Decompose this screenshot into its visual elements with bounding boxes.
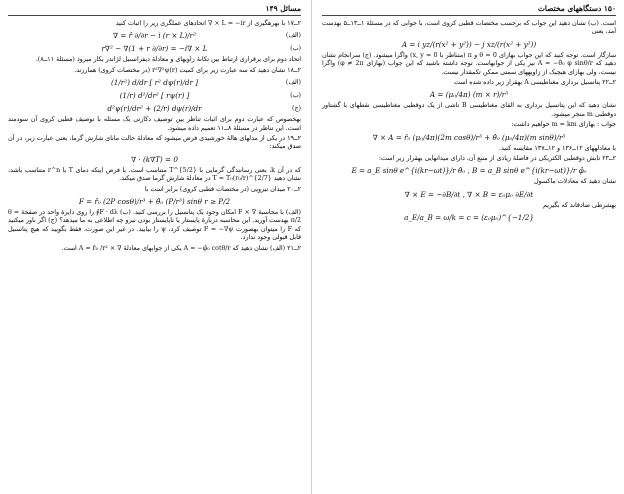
- equation-2-18b: (1/r) d²/dr² [ rψ(r) ] (ب): [119, 91, 301, 101]
- problem-2-19: ۲ــ۱۹ در یکی از مدلهای هالهٔ خورشیدی فرض میشود که معادلهٔ حالت مانای شارش گرما، یعنی عبارت زیر، در آن صدق میکند:: [8, 135, 301, 151]
- equation-radiation-fields: E = a_E sinθ e^{i(kr−ωt)}/r θ̂₀ , B = a_B sinθ e^{i(kr−ωt)}/r φ̂₀: [351, 166, 587, 176]
- equation-magnetic-potential: A = (μ₀/4π) (m × r)/r³: [429, 90, 509, 100]
- paragraph-2-20-parts: (الف) با محاسبهٔ ∇ × F امکان وجود یک پتانسیل را بررسی کنید. (ب) F · dλ∮ را روی دایرهٔ واحد در صفحهٔ θ = π/2 بهدست آورید. این محاسبه دربارهٔ پایستار یا ناپایستار بودن نیرو چه اطلاعی به ما میدهد؟ (ج) اگر باور میکنید که F را میتوان بهصورت F = −∇ψ توصیف کرد، ψ را بیابید. در غیر این صورت، فقط بگویید که هیچ پتانسیل قابل قبولی وجود ندارد.: [8, 209, 301, 242]
- paragraph-legendre-note: اتحاد دوم برای برقراری ارتباط بین تکانهٔ زاویهای و معادلهٔ دیفرانسیل لژاندر بکار میرود (مسئلهٔ ۱۱ــ۸).: [35, 56, 301, 64]
- equation-2-18c: d²ψ(r)/dr² + (2/r) dψ(r)/dr (ج): [107, 104, 301, 114]
- paragraph-continued: است. (ب) نشان دهید این جواب که برحسب مختصات قطبی کروی است، با جوابی که در مسئلهٔ ۱ــ۱۳ــ۵ بهدست آمد، یعنی: [322, 20, 617, 36]
- answer-line: جواب : بهازای m = km خواهیم داشت:: [511, 121, 616, 129]
- paragraph-divergence-note: سازگار است. توجه کنید که این جواب بهازای θ = 0 و π (متناظر با x, y = 0) واگرا میشود. (ج) سرانجام نشان دهید که A = −θ̂₀ φ sinθ/r نیز یکی از جوابهاست. توجه داشته باشید که این جواب (بهازای φ ≠ 2π) واگرا نیست، ولی بهازای هیچیک از زاویههای سمتی ممکن تکمقدار نیست.: [322, 51, 617, 76]
- paragraph-compare: با معادلههای ۱۲ــ۱۳۶ و ۱۲ــ۱۳۷ مقایسه کنید.: [498, 144, 616, 152]
- problem-2-22: ۲ــ۲۲ پتانسیل برداری مغناطیسی A بهقرار زیر داده شده است: [454, 79, 616, 87]
- equation-curl-A: ∇ × A = r̂₀ (μ₀/4π)(2m cosθ)/r³ + θ̂₀ (μ₀/4π)(m sinθ)/r³: [372, 132, 566, 142]
- problem-2-23: ۲ــ۲۳ تابش دوقطبی الکتریکی در فاصلهٔ زیادی از منبع آن، دارای میدانهایی بهقرار زیر است:: [378, 155, 616, 163]
- equation-speed-of-light: a_E/a_B = ω/k = c = (ε₀μ₀)^{−1/2}: [404, 213, 534, 223]
- problem-2-17: ۲ــ۱۷ با بهرهگیری از L = −ir × ∇ اتحادهای عملگری زیر را اثبات کنید: [115, 20, 301, 27]
- left-header-title: مسائل ۱۴۹: [265, 4, 301, 13]
- equation-2-18a: (1/r²) d/dr [ r² dψ(r)/dr ] (الف): [110, 78, 301, 88]
- paragraph-condition: بهشرطی صادقاند که بگیریم: [543, 201, 616, 209]
- equation-2-17b: r∇² − ∇(1 + r ∂/∂r) = −i∇ × L (ب): [101, 44, 301, 54]
- right-page-header: [322, 4, 616, 16]
- equation-2-17a: ∇ = r̂ ∂/∂r − i (r × L)/r² (الف): [113, 31, 301, 41]
- paragraph-dipole: نشان دهید که این پتانسیل برداری به القای مغناطیسی B ناشی از یک دوقطبی مغناطیسی نقطهای با گشتاور دوقطبی m منجر میشود.: [322, 102, 616, 118]
- equation-heat-flow: ∇ · (k∇T) = 0: [131, 154, 178, 164]
- equation-maxwell: ∇ × E = −∂B/∂t , ∇ × B = ε₀μ₀ ∂E/∂t: [404, 189, 534, 199]
- right-header-title: ۱۵۰ دستگاههای مختصات: [537, 4, 616, 13]
- problem-2-18: ۲ــ۱۸ نشان دهید که سه عبارت زیر برای کمیت r²∇²ψ(r) (در مختصات کروی) همارزند.: [74, 66, 301, 74]
- paragraph-conductivity: که در آن k، یعنی رسانندگی گرمایی با T^{5/2} متناسب است. با فرض اینکه دمای T با r^n متناسب باشد، نشان دهید T = T₀(r₀/r)^{2/7} در معادلهٔ شارش گرما صدق میکند.: [8, 166, 301, 183]
- right-page: [312, 0, 624, 494]
- problem-2-20: ۲ــ۲۰ میدان نیرویی (در مختصات قطبی کروی) برابر است با: [144, 185, 301, 193]
- left-page-header: [8, 4, 301, 16]
- equation-vector-potential-cartesian: A = i yz/(r(x² + y²)) − j xz/(r(x² + y²)): [401, 39, 537, 49]
- left-page: [0, 0, 311, 494]
- paragraph-cartesian-note: بهخصوص که عبارت دوم برای اثبات تناظر بین توصیف دکارتی یک مسئله با توصیف قطبی کروی آن سودمند است. این تناظر در مسئلهٔ ۸ــ۱۱ تعمیم داده میشود.: [8, 116, 301, 132]
- paragraph-maxwell: نشان دهید که معادلات ماکسول: [533, 178, 616, 186]
- problem-2-21: ۲ــ۲۱ (الف) نشان دهید که A = −φ̂₀ cotθ/r یکی از جوابهای معادلهٔ ∇ × A = r̂₀ /r² است.: [61, 244, 301, 252]
- equation-force-field: F = r̂₀ (2P cosθ)/r³ + θ̂₀ (P/r³) sinθ r ≥ P/2: [78, 197, 231, 207]
